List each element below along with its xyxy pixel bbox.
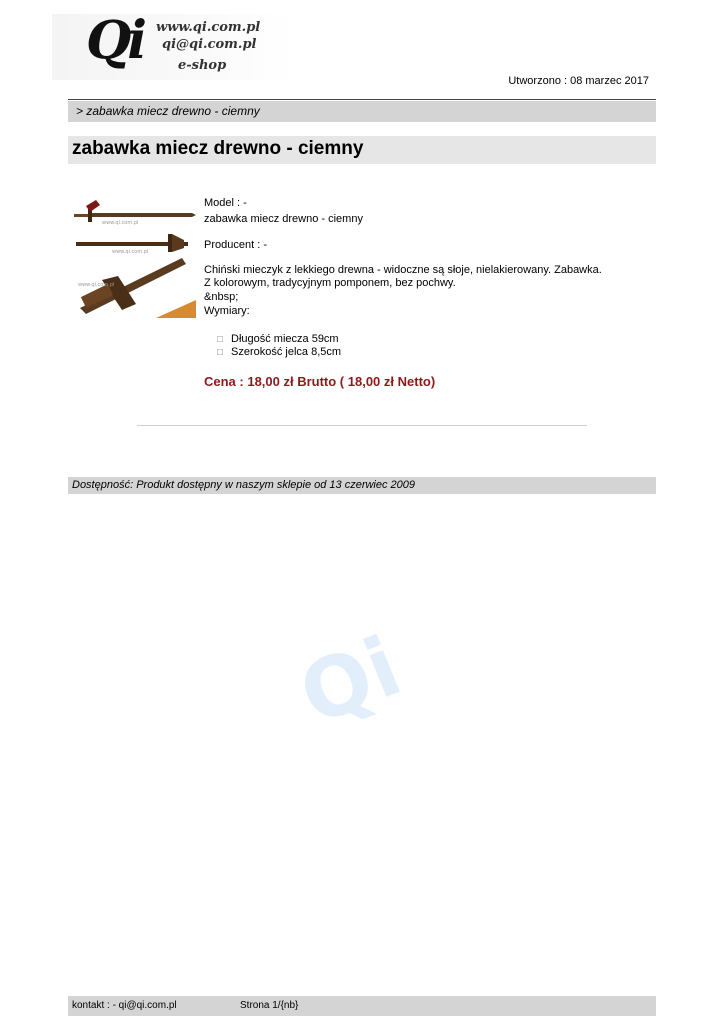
qi-watermark xyxy=(292,612,412,722)
product-model: Model : - xyxy=(204,197,247,209)
description-line: Z kolorowym, tradycyjnym pomponem, bez pochwy. xyxy=(204,277,456,289)
product-image xyxy=(72,196,196,318)
dimension-item: Szerokość jelca 8,5cm xyxy=(231,346,342,358)
description-line: Wymiary: xyxy=(204,305,250,317)
square-bullet-icon: □ xyxy=(217,334,224,345)
product-name: zabawka miecz drewno - ciemny xyxy=(204,213,363,225)
image-watermark: www.qi.com.pl xyxy=(112,249,149,255)
logo-eshop: e-shop xyxy=(178,58,227,73)
page-title: zabawka miecz drewno - ciemny xyxy=(72,138,364,159)
product-producer: Producent : - xyxy=(204,239,267,251)
footer-page-number: Strona 1/{nb} xyxy=(240,1000,299,1011)
logo-website: www.qi.com.pl xyxy=(156,20,261,35)
description-line: &nbsp; xyxy=(204,291,239,303)
dimension-item: Długość miecza 59cm xyxy=(231,333,339,345)
image-watermark: www.qi.com.pl xyxy=(78,282,115,288)
logo-mark: Qi xyxy=(86,10,144,71)
footer-contact: kontakt : - qi@qi.com.pl xyxy=(72,1000,177,1011)
image-watermark: www.qi.com.pl xyxy=(102,220,139,226)
breadcrumb[interactable]: > zabawka miecz drewno - ciemny xyxy=(76,104,260,118)
square-bullet-icon: □ xyxy=(217,347,224,358)
logo-email: qi@qi.com.pl xyxy=(162,37,257,52)
availability-text: Dostępność: Produkt dostępny w naszym sklepie od 13 czerwiec 2009 xyxy=(72,479,416,491)
section-divider xyxy=(137,425,587,426)
created-date: Utworzono : 08 marzec 2017 xyxy=(508,75,649,87)
product-price: Cena : 18,00 zł Brutto ( 18,00 zł Netto) xyxy=(204,374,436,389)
description-line: Chiński mieczyk z lekkiego drewna - widoczne są słoje, nielakierowany. Zabawka. xyxy=(204,264,602,276)
header-divider xyxy=(68,99,656,100)
watermark-text: Qi xyxy=(292,619,412,722)
